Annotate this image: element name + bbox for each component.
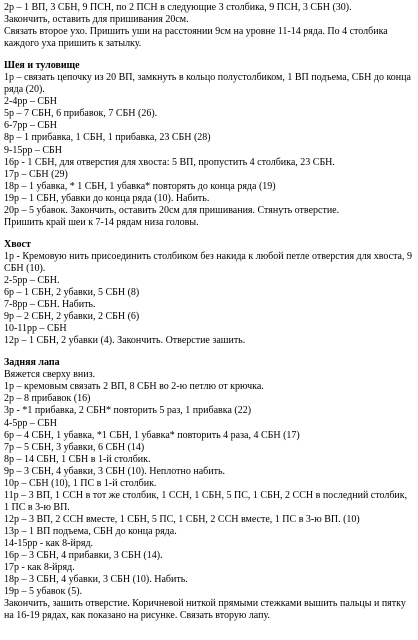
text-line: Закончить, оставить для пришивания 20см. <box>4 14 189 26</box>
section-heading: Хвост <box>4 238 31 250</box>
text-line: Пришить край шеи к 7-14 рядам низа головы. <box>4 216 199 228</box>
text-line: 14-15рр - как 8-йряд. <box>4 537 94 549</box>
text-line: 12р – 1 СБН, 2 убавки (4). Закончить. Отверстие зашить. <box>4 335 246 347</box>
text-line: 17р - как 8-йряд. <box>4 562 75 574</box>
text-line: Закончить, зашить отверстие. Коричневой ниткой прямыми стежками вышить пальцы и пятку на 16-19 рядах, как показано на рисунке. Связать вторую лапу. <box>4 598 406 622</box>
text-line: 4-5рр – СБН <box>4 417 57 429</box>
section-neck-body <box>4 60 414 229</box>
text-line: 1р – связать цепочку из 20 ВП, замкнуть в кольцо полустолбиком, 1 ВП подъема, СБН до конца ряда (20). <box>4 72 411 96</box>
text-line: Связать второе ухо. Пришить уши на расстоянии 9см на уровне 11-14 ряда. По 4 столбика каждого уха пришить к затылку. <box>4 26 388 50</box>
text-line: 1р - Кремовую нить присоединить столбиком без накида к любой петле отверстия для хвоста, 9 СБН (10). <box>4 250 412 274</box>
text-line: 19р – 1 СБН, убавки до конца ряда (10). Набить. <box>4 192 210 204</box>
text-line: Вяжется сверху вниз. <box>4 369 96 381</box>
text-line: 11р – 3 ВП, 1 ССН в тот же столбик, 1 ССН, 1 СБН, 5 ПС, 1 СБН, 2 ССН в последний столбик, 1 ПС в 3-ю ВП. <box>4 489 408 513</box>
section-heading: Задняя лапа <box>4 357 60 369</box>
text-line: 13р – 1 ВП подъема, СБН до конца ряда. <box>4 525 177 537</box>
text-line: 9р – 3 СБН, 4 убавки, 3 СБН (10). Неплотно набить. <box>4 465 226 477</box>
text-line: 1р – кремовым связать 2 ВП, 8 СБН во 2-ю петлю от крючка. <box>4 381 264 393</box>
text-line: 2-4рр – СБН <box>4 96 57 108</box>
text-line: 12р – 3 ВП, 2 ССН вместе, 1 СБН, 5 ПС, 1 СБН, 2 ССН вместе, 1 ПС в 3-ю ВП. (10) <box>4 513 360 525</box>
section-heading: Шея и туловище <box>4 60 80 72</box>
text-line: 16р - 1 СБН, для отверстия для хвоста: 5 ВП, пропустить 4 столбика, 23 СБН. <box>4 156 335 168</box>
section-hind-leg <box>4 357 414 622</box>
text-line: 7-8рр – СБН. Набить. <box>4 299 96 311</box>
intro-block <box>4 2 414 50</box>
text-line: 18р – 3 СБН, 4 убавки, 3 СБН (10). Набить. <box>4 574 188 586</box>
text-line: 6р – 1 СБН, 2 убавки, 5 СБН (8) <box>4 287 140 299</box>
text-line: 17р – СБН (29) <box>4 168 68 180</box>
text-line: 2р – 1 ВП, 3 СБН, 9 ПСН, по 2 ПСН в следующие 3 столбика, 9 ПСН, 3 СБН (30). <box>4 2 352 13</box>
text-line: 2-5рр – СБН. <box>4 274 60 286</box>
text-line: 10-11рр – СБН <box>4 323 67 335</box>
text-line: 19р – 5 убавок (5). <box>4 586 83 598</box>
text-line: 6р – 4 СБН, 1 убавка, *1 СБН, 1 убавка* повторить 4 раза, 4 СБН (17) <box>4 429 300 441</box>
text-line: 16р – 3 СБН, 4 прибавки, 3 СБН (14). <box>4 550 163 562</box>
section-tail <box>4 239 414 347</box>
text-line: 3р - *1 прибавка, 2 СБН* повторить 5 раз, 1 прибавка (22) <box>4 405 252 417</box>
text-line: 20р – 5 убавок. Закончить, оставить 20см для пришивания. Стянуть отверстие. <box>4 204 340 216</box>
text-line: 8р – 14 СБН, 1 СБН в 1-й столбик. <box>4 453 151 465</box>
text-line: 9-15рр – СБН <box>4 144 62 156</box>
text-line: 6-7рр – СБН <box>4 120 57 132</box>
text-line: 9р – 2 СБН, 2 убавки, 2 СБН (6) <box>4 311 140 323</box>
text-line: 2р – 8 прибавок (16) <box>4 393 91 405</box>
text-line: 18р – 1 убавка, * 1 СБН, 1 убавка* повторять до конца ряда (19) <box>4 180 276 192</box>
text-line: 10р – СБН (10), 1 ПС в 1-й столбик. <box>4 477 157 489</box>
text-line: 8р – 1 прибавка, 1 СБН, 1 прибавка, 23 СБН (28) <box>4 132 211 144</box>
text-line: 5р – 7 СБН, 6 прибавок, 7 СБН (26). <box>4 108 158 120</box>
text-line: 7р – 5 СБН, 3 убавки, 6 СБН (14) <box>4 441 145 453</box>
